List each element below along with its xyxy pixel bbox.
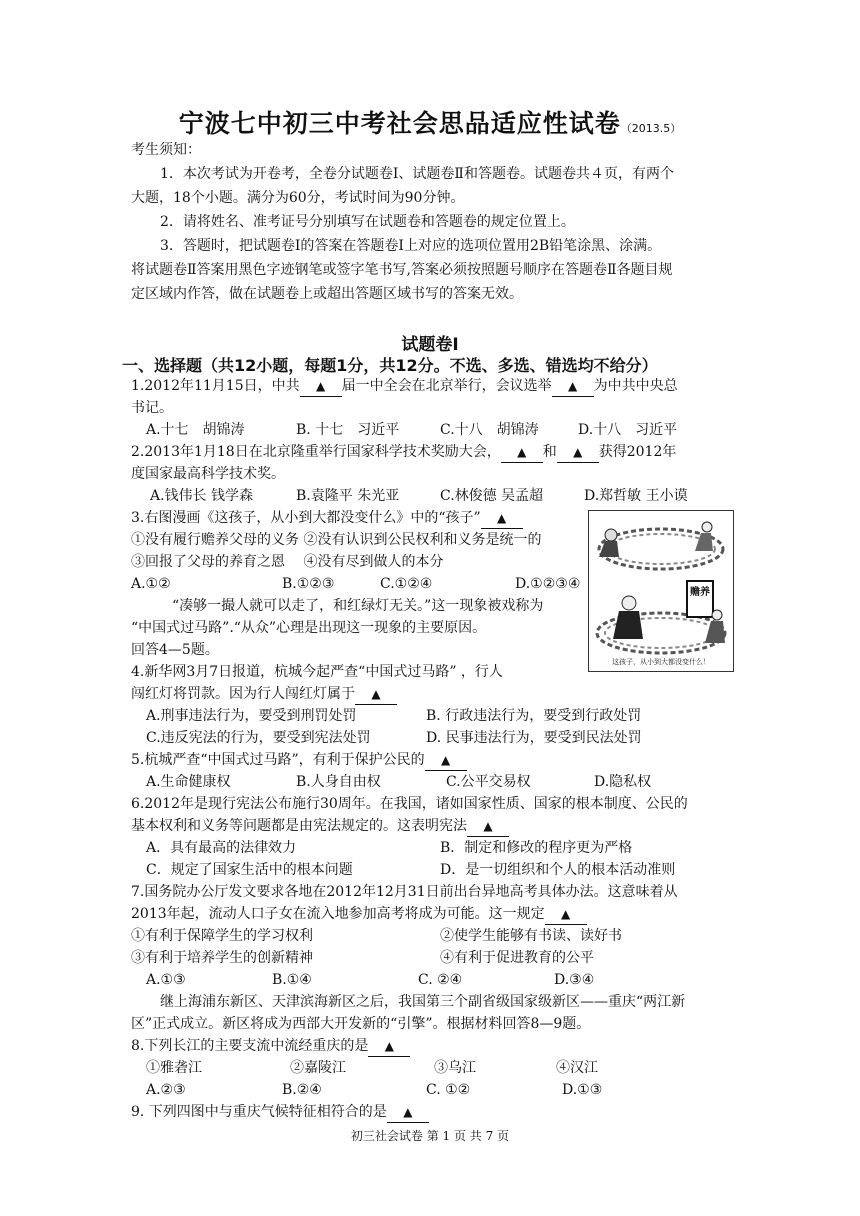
answer-blank: ▲ [467, 816, 509, 837]
q8-statement-4: ④汉江 [556, 1060, 598, 1076]
answer-blank: ▲ [501, 442, 543, 463]
q3-option-b: B.①②③ [282, 576, 335, 592]
q1-text-c: 为中共中央总 [593, 378, 678, 394]
q6-option-c: C．规定了国家生活中的根本问题 [146, 862, 353, 878]
q6-text: 基本权利和义务等问题都是由宪法规定的。这表明宪法 [131, 818, 467, 834]
q9-text: 9. 下列四图中与重庆气候特征相符合的是 [131, 1104, 387, 1120]
material-2-line-2: 区”正式成立。新区将成为西部大开发新的“引擎”。根据材料回答8—9题。 [131, 1016, 591, 1032]
answer-blank: ▲ [387, 1102, 429, 1123]
q2-option-a: A.钱伟长 钱学森 [150, 488, 254, 504]
q1-text-a: 1.2012年11月15日，中共 [131, 378, 300, 394]
q8-option-d: D.①③ [562, 1082, 603, 1098]
answer-blank: ▲ [300, 376, 342, 397]
cartoon-sign: 赡养 [690, 587, 710, 598]
answer-blank: ▲ [425, 750, 467, 771]
q4-option-a: A.刑事违法行为，要受到刑罚处罚 [146, 708, 357, 724]
answer-blank: ▲ [481, 508, 523, 529]
q2-option-c: C.林俊德 吴孟超 [440, 488, 544, 504]
q4-option-c: C.违反宪法的行为，要受到宪法处罚 [146, 730, 371, 746]
q7-text: 2013年起，流动人口子女在流入地参加高考将成为可能。这一规定 [131, 906, 545, 922]
q2-text-b: 和 [542, 444, 557, 460]
q8-option-a: A.②③ [146, 1082, 186, 1098]
q6-line-2 [131, 816, 731, 837]
q3-option-a: A.①② [131, 576, 171, 592]
exam-title [0, 104, 860, 140]
answer-blank: ▲ [557, 442, 599, 463]
q5-option-a: A.生命健康权 [146, 774, 231, 790]
q7-statement-2: ②使学生能够有书读、读好书 [440, 928, 622, 944]
q1-option-d: D.十八 习近平 [578, 422, 678, 438]
exam-date: （2013.5） [620, 122, 682, 135]
notice-item-3-line-2: 将试题卷Ⅱ答案用黑色字迹钢笔或签字笔书写,答案必须按照题号顺序在答题卷Ⅱ各题目规 [131, 262, 673, 278]
q2-option-d: D.郑哲敏 王小谟 [584, 488, 688, 504]
section-heading: 一、选择题（共12小题，每题1分，共12分。不选、多选、错选均不给分） [122, 356, 658, 375]
q4-option-b: B. 行政违法行为，要受到行政处罚 [426, 708, 642, 724]
q2-text-a: 2.2013年1月18日在北京隆重举行国家科学技术奖励大会， [131, 444, 501, 460]
q1-option-c: C.十八 胡锦涛 [440, 422, 539, 438]
q8-text: 8.下列长江的主要支流中流经重庆的是 [131, 1038, 369, 1054]
q3-statements-1: ①没有履行赡养父母的义务 ②没有认识到公民权利和义务是统一的 [131, 532, 542, 548]
q7-line-1: 7.国务院办公厅发文要求各地在2012年12月31日前出台异地高考具体办法。这意味着从 [131, 884, 678, 900]
q3-statements-2: ③回报了父母的养育之恩 ④没有尽到做人的本分 [131, 554, 444, 570]
notice-item-2: 2．请将姓名、准考证号分别填写在试题卷和答题卷的规定位置上。 [160, 214, 575, 230]
material-1-line-3: 回答4—5题。 [131, 642, 219, 658]
page-footer: 初三社会试卷 第 1 页 共 7 页 [350, 1129, 510, 1143]
answer-blank: ▲ [545, 904, 587, 925]
q1-line-1 [131, 376, 731, 397]
q4-option-d: D. 民事违法行为，要受到民法处罚 [426, 730, 642, 746]
notice-item-1-line-1: 1．本次考试为开卷考，全卷分试题卷Ⅰ、试题卷Ⅱ和答题卷。试题卷共４页，有两个 [160, 166, 674, 182]
q7-statement-4: ④有利于促进教育的公平 [440, 950, 594, 966]
q8-statement-1: ①雅砻江 [146, 1060, 202, 1076]
q6-option-b: B．制定和修改的程序更为严格 [440, 840, 633, 856]
section-title: 试题卷Ⅰ [401, 335, 459, 355]
q4-line-1: 4.新华网3月7日报道，杭城今起严查“中国式过马路” ，行人 [131, 664, 503, 680]
q7-option-d: D.③④ [554, 972, 595, 988]
q2-line-2: 度国家最高科学技术奖。 [131, 466, 285, 482]
notice-item-3-line-3: 定区域内作答，做在试题卷上或超出答题区域书写的答案无效。 [131, 286, 523, 302]
q1-option-b: B. 十七 习近平 [296, 422, 400, 438]
q2-text-c: 获得2012年 [598, 444, 677, 460]
q7-option-a: A.①③ [146, 972, 186, 988]
q8-line-1 [131, 1036, 731, 1057]
notice-item-3-line-1: 3．答题时，把试题卷Ⅰ的答案在答题卷Ⅰ上对应的选项位置用2B铅笔涂黑、涂满。 [160, 238, 662, 254]
answer-blank: ▲ [368, 1036, 410, 1057]
q5-text: 5.杭城严查“中国式过马路”，有利于保护公民的 [131, 752, 425, 768]
q9-line-1 [131, 1102, 731, 1123]
q2-option-b: B.袁隆平 朱光亚 [296, 488, 400, 504]
q7-option-b: B.①④ [272, 972, 312, 988]
q3-option-c: C.①②④ [380, 576, 433, 592]
q7-line-2 [131, 904, 731, 925]
q2-line-1 [131, 442, 731, 463]
q5-option-c: C.公平交易权 [446, 774, 531, 790]
q1-text-b: 届一中全会在北京举行，会议选举 [341, 378, 552, 394]
notice-item-1-line-2: 大题，18个小题。满分为60分，考试时间为90分钟。 [131, 190, 465, 206]
cartoon-caption: 这孩子，从小到大都没变什么！ [612, 658, 710, 666]
q8-statement-3: ③乌江 [434, 1060, 476, 1076]
q5-option-b: B.人身自由权 [296, 774, 381, 790]
q8-option-c: C. ①② [426, 1082, 471, 1098]
q3-text: 3.右图漫画《这孩子，从小到大都没变什么》中的“孩子” [131, 510, 481, 526]
q5-option-d: D.隐私权 [594, 774, 652, 790]
q7-statement-1: ①有利于保障学生的学习权利 [131, 928, 313, 944]
material-2-line-1: 继上海浦东新区、天津滨海新区之后，我国第三个副省级国家级新区——重庆“两江新 [160, 994, 686, 1010]
answer-blank: ▲ [355, 684, 397, 705]
material-1-line-2: “中国式过马路”.“从众”心理是出现这一现象的主要原因。 [131, 620, 487, 636]
q7-statement-3: ③有利于培养学生的创新精神 [131, 950, 313, 966]
q8-statement-2: ②嘉陵江 [290, 1060, 346, 1076]
material-1-line-1: “凑够一撮人就可以走了，和红绿灯无关。”这一现象被戏称为 [172, 598, 544, 614]
title-text: 宁波七中初三中考社会思品适应性试卷 [178, 109, 621, 138]
q1-option-a: A.十七 胡锦涛 [146, 422, 245, 438]
q7-option-c: C. ②④ [418, 972, 463, 988]
q6-option-d: D．是一切组织和个人的根本活动准则 [440, 862, 676, 878]
notice-heading: 考生须知： [131, 142, 201, 158]
q5-line-1 [131, 750, 731, 771]
q6-option-a: A．具有最高的法律效力 [146, 840, 297, 856]
q8-option-b: B.②④ [282, 1082, 322, 1098]
q4-text: 闯红灯将罚款。因为行人闯红灯属于 [131, 686, 355, 702]
q6-line-1: 6.2012年是现行宪法公布施行30周年。在我国，诸如国家性质、国家的根本制度、公民的 [131, 796, 688, 812]
q4-line-2 [131, 684, 731, 705]
q3-option-d: D.①②③④ [515, 576, 581, 592]
answer-blank: ▲ [552, 376, 594, 397]
q1-line-2: 书记。 [131, 400, 173, 416]
